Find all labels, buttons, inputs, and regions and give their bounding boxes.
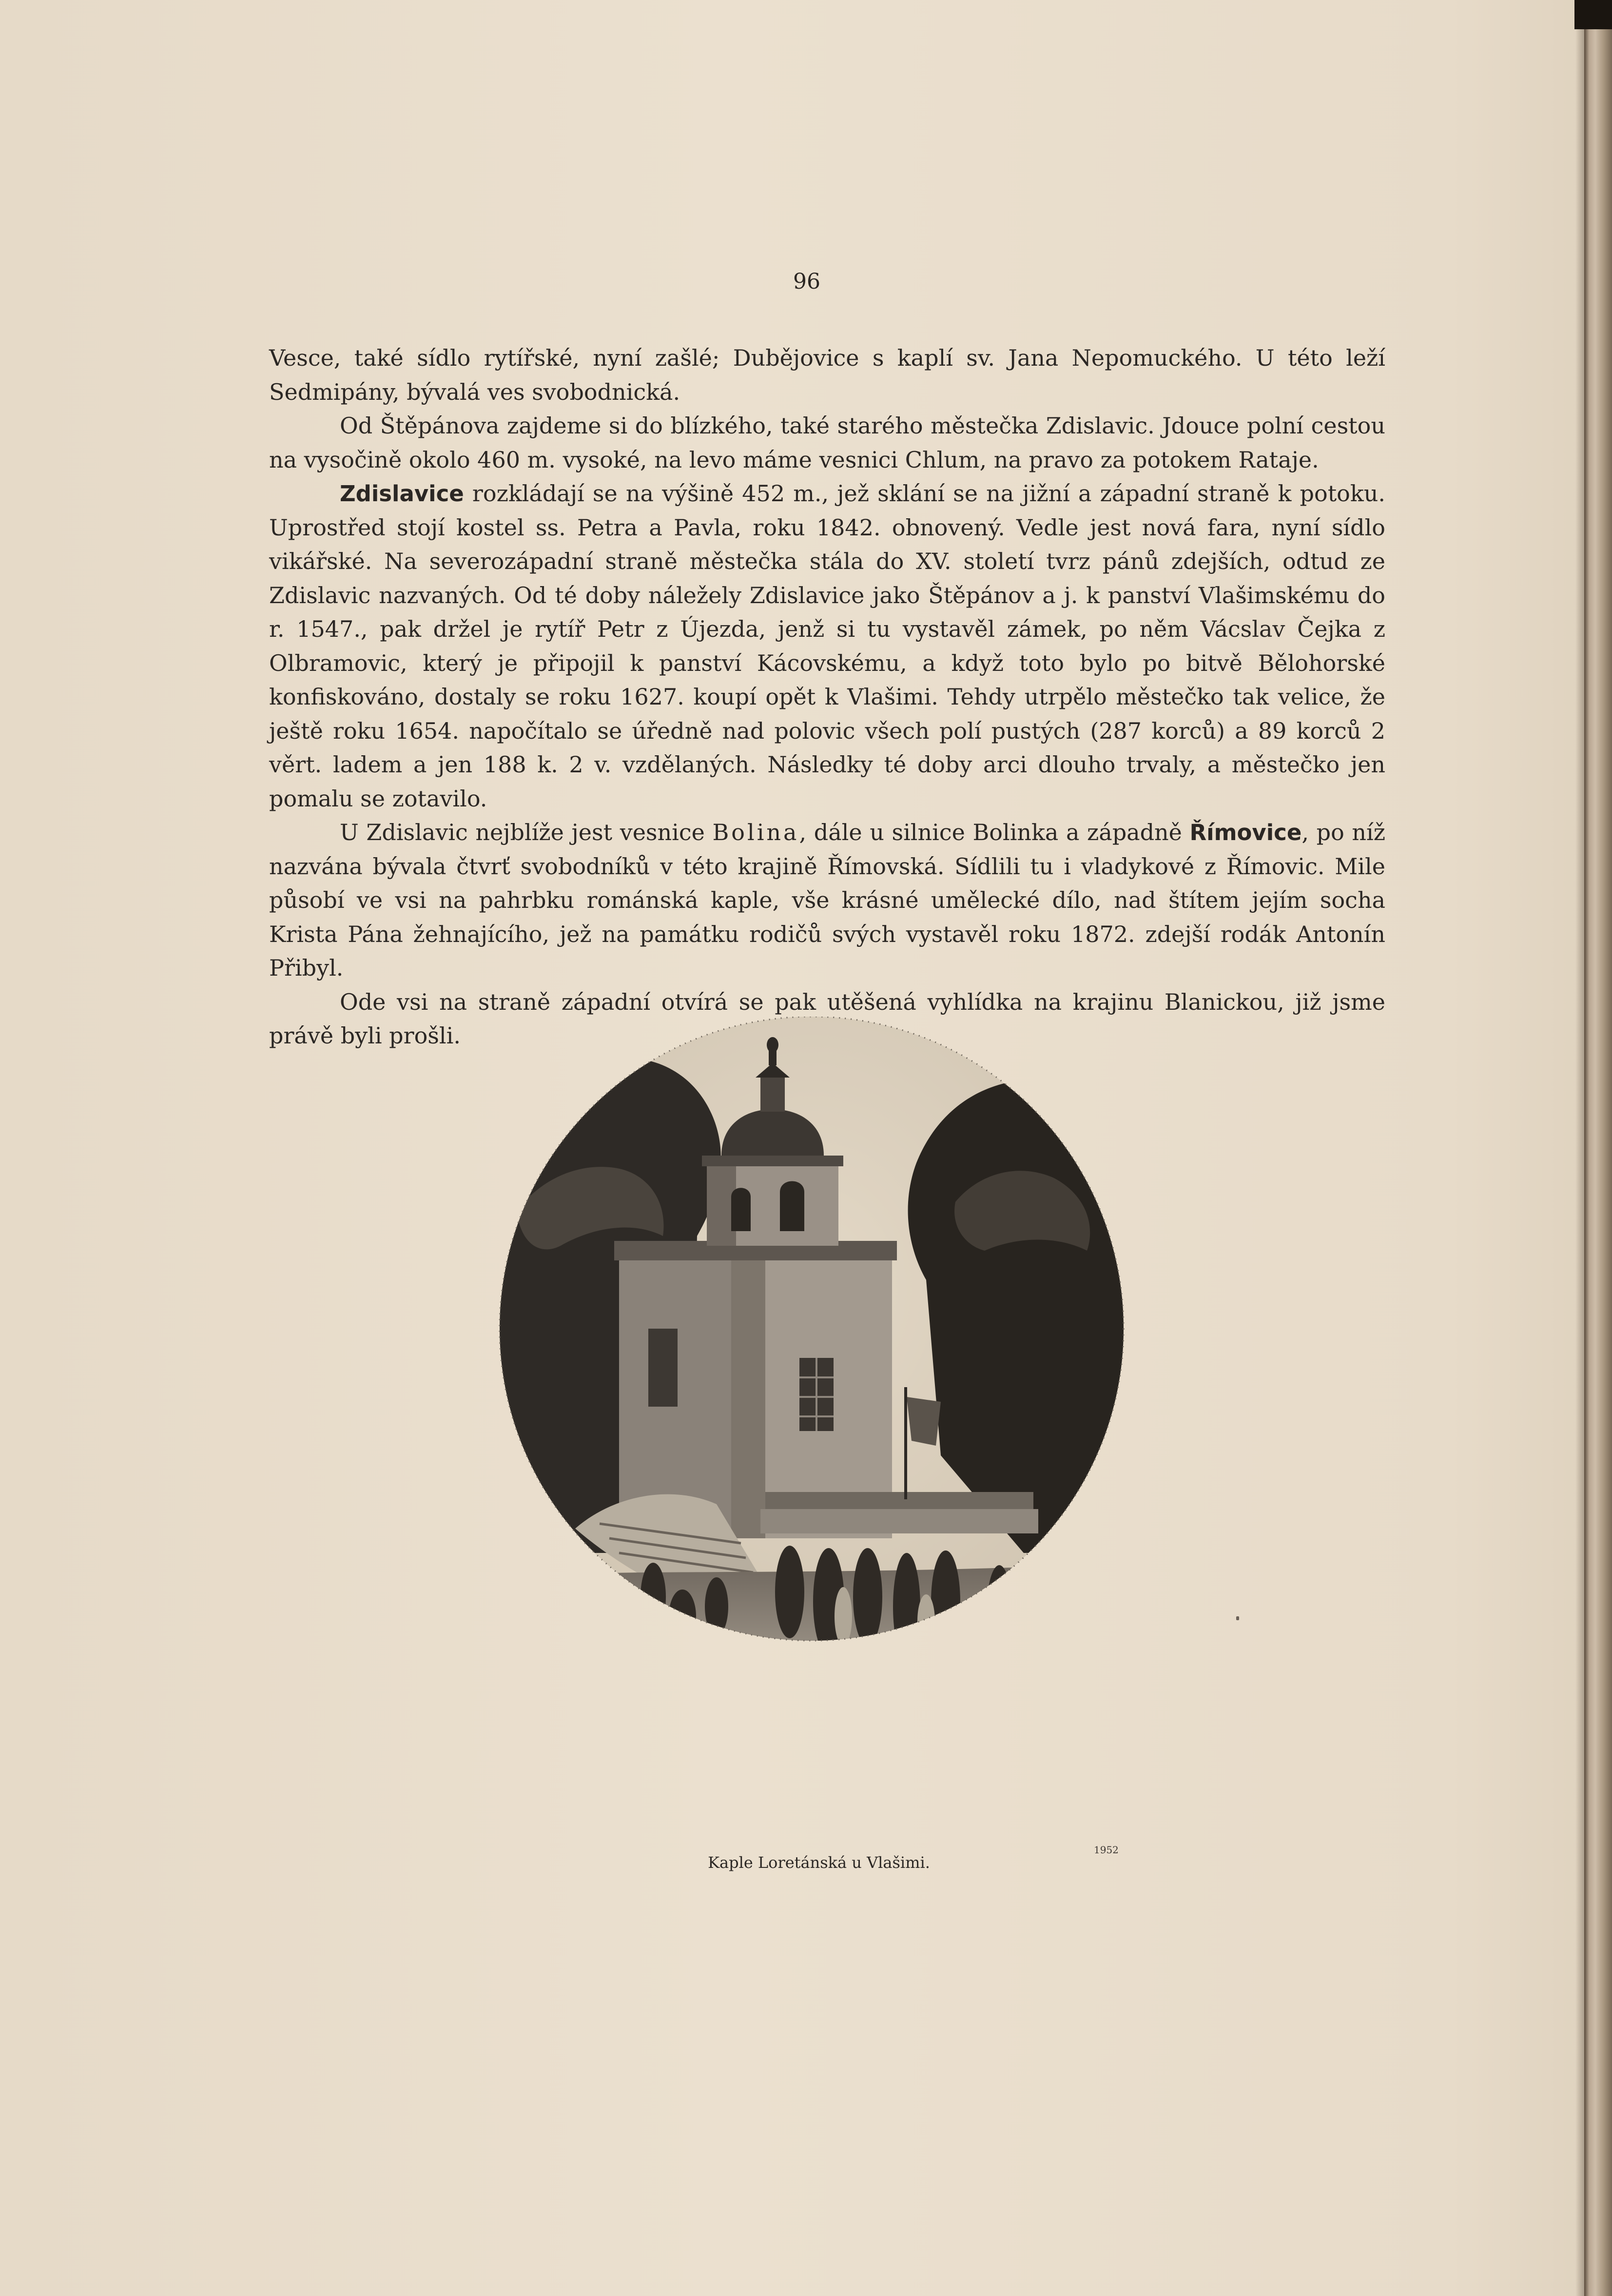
text-segment: Bolina (712, 819, 799, 845)
text-segment: Od Štěpánova zajdeme si do blízkého, také starého městečka Zdislavic. Jdouce polní cestou na vysočině okolo 460 m. vysoké, na levo máme vesnici Chlum, na pravo za potokem Rataje. (269, 412, 1385, 473)
illustration-caption: Kaple Loretánská u Vlašimi. (708, 1853, 930, 1872)
chapel-front-shadow (731, 1241, 765, 1538)
lantern (760, 1075, 785, 1112)
paragraph-p1 (269, 341, 1385, 409)
statue-head (767, 1037, 778, 1053)
text-segment: U Zdislavic nejblíže jest vesnice (340, 819, 713, 845)
tower-arch-1 (731, 1188, 751, 1231)
book-spine (1584, 0, 1612, 2296)
text-segment: , dále u silnice Bolinka a západně (799, 819, 1190, 845)
statue-base (769, 1051, 777, 1065)
ground-hatching (546, 1660, 1048, 1709)
plate-number: 1952 (1094, 1844, 1119, 1856)
ground (487, 1563, 1136, 1792)
text-segment: , po níž nazvána bývala čtvrť svobodníků v této krajině Římovská. Sídlili tu i vladykové z Římovic. Mile působí ve vsi na pahrbku románská kaple, vše krásné umělecké dílo, nad štítem jejím socha Krista Pána žehnajícího, jež na památku rodičů svých vystavěl roku 1872. zdejší rodák Antonín Přibyl. (269, 819, 1386, 981)
tower-arch-2 (780, 1181, 804, 1232)
text-segment: Římovice (1189, 820, 1302, 845)
paragraph-p3 (269, 477, 1385, 816)
print-speck (1236, 1616, 1239, 1620)
body-text (269, 341, 1385, 1053)
tower-cornice (702, 1156, 843, 1166)
terrace-wall (760, 1509, 1038, 1533)
text-segment: Ode vsi na straně západní otvírá se pak utěšená vyhlídka na krajinu Blanickou, již jsme právě byli prošli. (269, 988, 1385, 1049)
scan-corner (1574, 0, 1612, 29)
page-number: 96 (793, 269, 820, 294)
banner-pole (904, 1387, 907, 1499)
page-edge-shadow (1575, 0, 1584, 2296)
text-segment: rozkládají se na výšině 452 m., jež sklání se na jižní a západní straně k potoku. Uprostřed stojí kostel ss. Petra a Pavla, roku 1842. obnovený. Vedle jest nová fara, nyní sídlo vikářské. Na severozápadní straně městečka stála do XV. století tvrz pánů zdejších, odtud ze Zdislavic nazvaných. Od té doby náležely Zdislavice jako Štěpánov a j. k panství Vlašimskému do r. 1547., pak držel je rytíř Petr z Újezda, jenž si tu vystavěl zámek, po něm Vácslav Čejka z Olbramovic, který je připojil k panství Kácovskému, a když toto bylo po bitvě Bělohorské konfiskováno, dostaly se roku 1627. koupí opět k Vlašimi. Tehdy utrpělo městečko tak velice, že ještě roku 1654. napočítalo se úředně nad polovic všech polí pustých (287 korců) a 89 korců 2 věrt. ladem a jen 188 k. 2 v. vzdělaných. Následky té doby arci dlouho trvaly, a městečko jen pomalu se zotavilo. (269, 480, 1385, 812)
paragraph-p4 (269, 816, 1385, 985)
banner (907, 1397, 941, 1446)
paragraph-p2 (269, 409, 1385, 477)
side-window (648, 1329, 678, 1407)
chapel-illustration (487, 1017, 1136, 1792)
text-segment: Vesce, také sídlo rytířské, nyní zašlé; Dubějovice s kaplí sv. Jana Nepomuckého. U této leží Sedmipány, bývalá ves svobodnická. (269, 345, 1385, 405)
balustrade (765, 1492, 1033, 1509)
text-segment: Zdislavice (340, 481, 464, 507)
